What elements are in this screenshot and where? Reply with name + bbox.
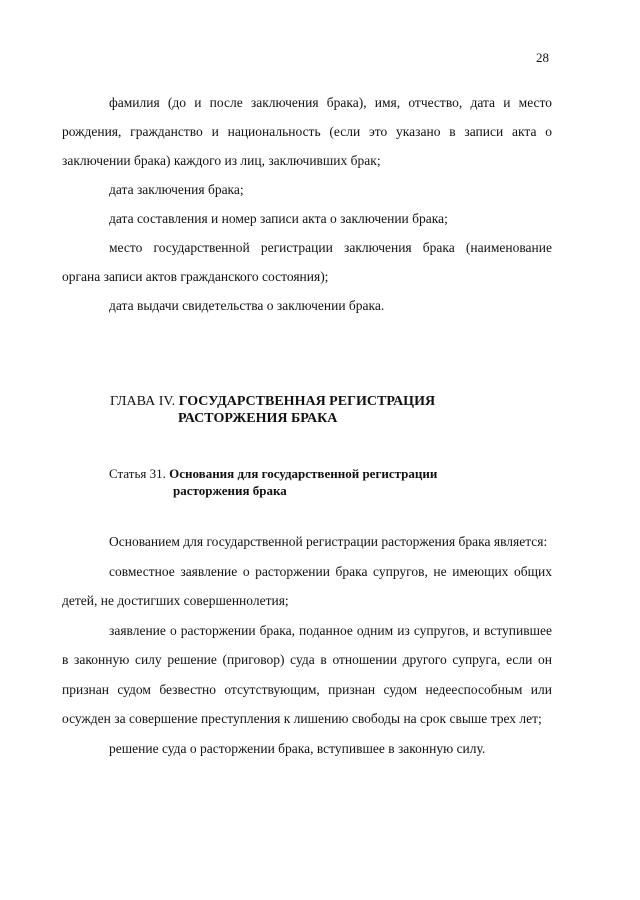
article-title-line2: расторжения брака (173, 483, 287, 498)
paragraph: решение суда о расторжении брака, вступившее в законную силу. (109, 740, 486, 756)
chapter-title-line1: ГОСУДАРСТВЕННАЯ РЕГИСТРАЦИЯ (178, 394, 436, 409)
paragraph: совместное заявление о расторжении брака супругов, не имеющих общих детей, не достигших совершеннолетия; (62, 563, 552, 608)
paragraph: Основанием для государственной регистрации расторжения брака является: (109, 534, 548, 549)
article-title-line1: Основания для государственной регистрации (169, 466, 438, 481)
paragraph: фамилия (до и после заключения брака), имя, отчество, дата и место рождения, гражданство и национальность (если это указано в записи акта о заключении брака) каждого из лиц, заключивших брак; (62, 95, 552, 168)
chapter-number: ГЛАВА IV. (110, 394, 176, 409)
article-heading (109, 465, 437, 499)
paragraph: дата выдачи свидетельства о заключении брака. (109, 298, 385, 313)
paragraph: дата заключения брака; (109, 182, 244, 197)
chapter-heading (110, 393, 435, 427)
article-number: Статья 31. (109, 466, 166, 481)
page-number: 28 (536, 50, 549, 65)
paragraph: место государственной регистрации заключения брака (наименование органа записи актов гражданского состояния); (62, 240, 552, 284)
paragraph: дата составления и номер записи акта о заключении брака; (109, 211, 448, 226)
paragraph: заявление о расторжении брака, поданное одним из супругов, и вступившее в законную силу решение (приговор) суда в отношении другого супруга, если он признан судом безвестно отсутствующим, признан судом недееспособным или осужден за совершение преступления к лишению свободы на срок свыше трех лет; (62, 622, 552, 726)
divorce-grounds (62, 527, 552, 763)
chapter-title-line2: РАСТОРЖЕНИЯ БРАКА (178, 411, 338, 426)
marriage-record-details (62, 88, 552, 320)
